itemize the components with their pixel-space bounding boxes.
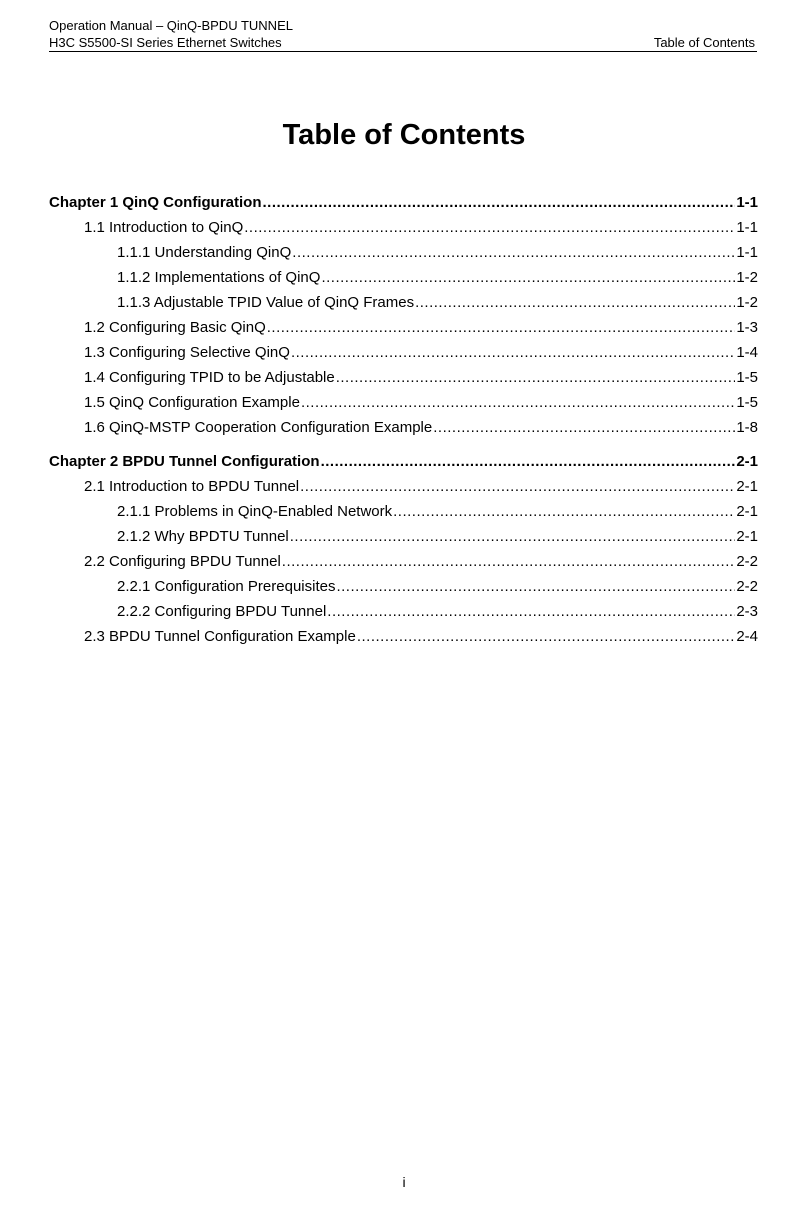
toc-entry-page: 1-5 [736,394,758,411]
toc-leader-dots [290,524,736,549]
toc-entry-label: Chapter 1 QinQ Configuration [49,194,262,211]
toc-entry-page: 1-5 [736,369,758,386]
toc-entry-1-4[interactable] [49,365,758,390]
toc-entry-label: 2.1.2 Why BPDTU Tunnel [117,528,289,545]
toc-entry-page: 1-2 [736,294,758,311]
toc-leader-dots [292,240,735,265]
toc-entry-label: 2.3 BPDU Tunnel Configuration Example [84,628,356,645]
toc-entry-label: 2.2.1 Configuration Prerequisites [117,578,336,595]
toc-entry-page: 2-1 [736,453,758,470]
toc-entry-1-1-1[interactable] [49,240,758,265]
toc-leader-dots [301,390,735,415]
toc-entry-page: 2-2 [736,553,758,570]
toc-entry-page: 2-3 [736,603,758,620]
toc-leader-dots [336,365,736,390]
toc-entry-1-3[interactable] [49,340,758,365]
toc-entry-chapter-1[interactable] [49,190,758,215]
toc-entry-1-2[interactable] [49,315,758,340]
toc-entry-page: 2-1 [736,478,758,495]
toc-leader-dots [321,449,736,474]
toc-entry-page: 1-4 [736,344,758,361]
toc-entry-label: 2.1 Introduction to BPDU Tunnel [84,478,300,495]
toc-entry-label: 1.1.3 Adjustable TPID Value of QinQ Frames [117,294,415,311]
toc-entry-1-1-3[interactable] [49,290,758,315]
toc-leader-dots [300,474,735,499]
toc-entry-page: 1-2 [736,269,758,286]
toc-entry-page: 1-3 [736,319,758,336]
toc-leader-dots [321,265,735,290]
page-footer [0,1173,808,1191]
toc-entry-1-5[interactable] [49,390,758,415]
toc-leader-dots [263,190,736,215]
toc-entry-chapter-2[interactable] [49,449,758,474]
toc-leader-dots [336,574,735,599]
toc-entry-2-3[interactable] [49,624,758,649]
toc-entry-2-2-1[interactable] [49,574,758,599]
toc-entry-2-1[interactable] [49,474,758,499]
toc-entry-page: 1-1 [736,219,758,236]
toc-entry-2-1-1[interactable] [49,499,758,524]
toc-entry-label: 2.2 Configuring BPDU Tunnel [84,553,281,570]
toc-entry-label: 1.1 Introduction to QinQ [84,219,244,236]
toc-entry-1-6[interactable] [49,415,758,440]
toc-entry-label: 1.5 QinQ Configuration Example [84,394,300,411]
product-name: H3C S5500-SI Series Ethernet Switches [49,35,282,50]
toc-leader-dots [357,624,735,649]
toc-entry-page: 2-2 [736,578,758,595]
toc-entry-page: 1-8 [736,419,758,436]
toc-entry-page: 1-1 [736,244,758,261]
toc-leader-dots [433,415,735,440]
toc-entry-label: 1.2 Configuring Basic QinQ [84,319,266,336]
manual-title: Operation Manual – QinQ-BPDU TUNNEL [49,18,293,33]
toc-entry-label: 1.1.1 Understanding QinQ [117,244,292,261]
toc-entry-page: 2-4 [736,628,758,645]
toc-entry-label: 1.3 Configuring Selective QinQ [84,344,290,361]
toc-leader-dots [291,340,735,365]
page-header [49,17,757,52]
toc-leader-dots [244,215,735,240]
toc-entry-label: 1.4 Configuring TPID to be Adjustable [84,369,335,386]
toc-entry-label: 1.6 QinQ-MSTP Cooperation Configuration Example [84,419,433,436]
toc-leader-dots [267,315,736,340]
toc-leader-dots [415,290,735,315]
page-title: Table of Contents [282,119,526,151]
toc-entry-page: 2-1 [736,528,758,545]
toc-entry-2-1-2[interactable] [49,524,758,549]
toc-leader-dots [282,549,736,574]
toc-entry-1-1-2[interactable] [49,265,758,290]
toc-entry-label: 2.1.1 Problems in QinQ-Enabled Network [117,503,393,520]
toc-entry-2-2-2[interactable] [49,599,758,624]
toc-entry-2-2[interactable] [49,549,758,574]
toc-leader-dots [327,599,735,624]
toc-entry-page: 2-1 [736,503,758,520]
page-number: i [402,1174,406,1190]
toc-entry-label: Chapter 2 BPDU Tunnel Configuration [49,453,320,470]
table-of-contents [49,190,758,649]
toc-entry-page: 1-1 [736,194,758,211]
toc-leader-dots [393,499,735,524]
toc-entry-1-1[interactable] [49,215,758,240]
toc-entry-label: 1.1.2 Implementations of QinQ [117,269,321,286]
section-name: Table of Contents [653,35,755,50]
toc-entry-label: 2.2.2 Configuring BPDU Tunnel [117,603,327,620]
